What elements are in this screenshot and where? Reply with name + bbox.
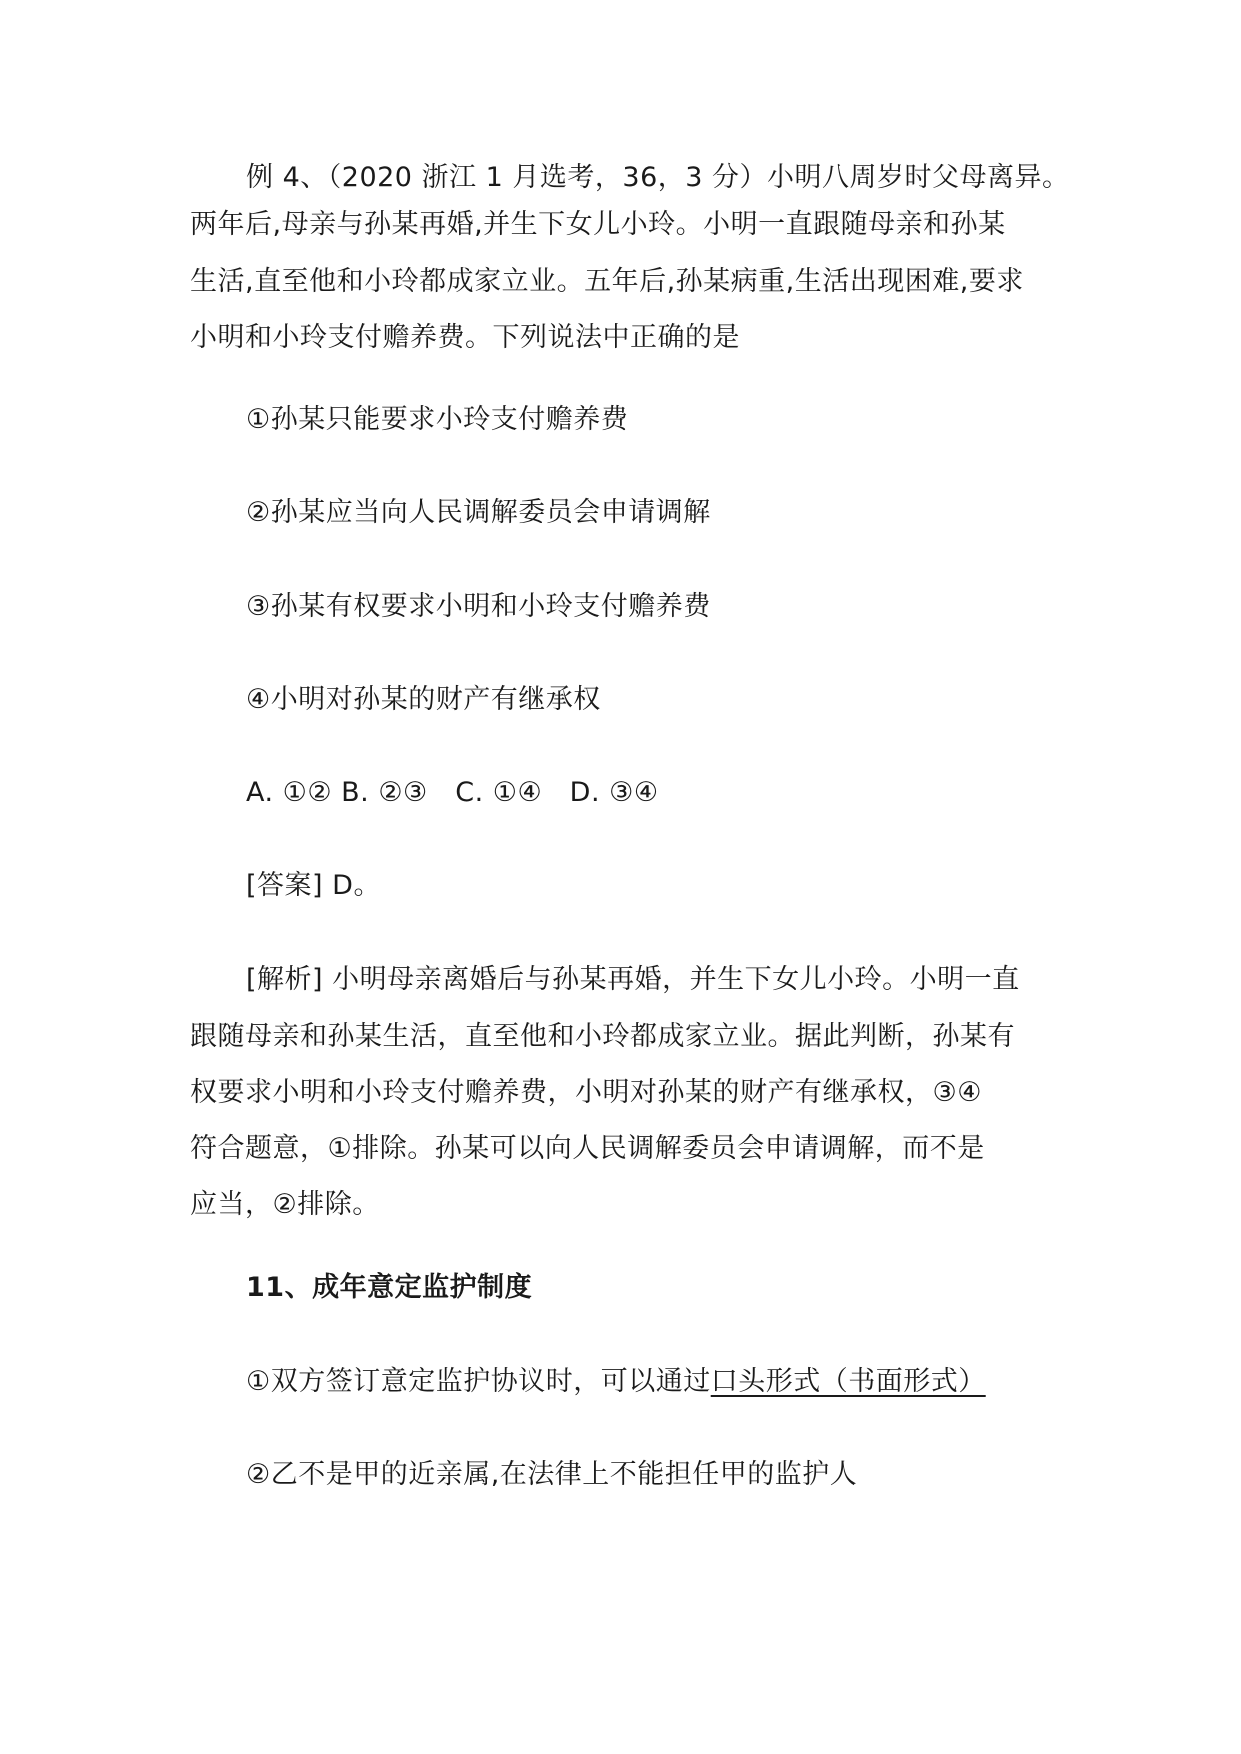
section-heading: 11、成年意定监护制度 — [246, 1272, 533, 1303]
example-line-3: 生活,直至他和小玲都成家立业。五年后,孙某病重,生活出现困难,要求 — [190, 266, 1024, 297]
section-item-1-underlined: 口头形式（书面形式） — [710, 1366, 986, 1397]
section-item-1-text: ①双方签订意定监护协议时，可以通过 — [246, 1366, 711, 1397]
option-2: ②孙某应当向人民调解委员会申请调解 — [246, 497, 711, 528]
analysis-line-2: 跟随母亲和孙某生活，直至他和小玲都成家立业。据此判断，孙某有 — [190, 1021, 1015, 1052]
analysis-line-4: 符合题意，①排除。孙某可以向人民调解委员会申请调解，而不是 — [190, 1133, 985, 1164]
answer: [答案] D。 — [246, 870, 381, 901]
example-line-4: 小明和小玲支付赡养费。下列说法中正确的是 — [190, 322, 740, 353]
example-line-2: 两年后,母亲与孙某再婚,并生下女儿小玲。小明一直跟随母亲和孙某 — [190, 209, 1006, 240]
option-1: ①孙某只能要求小玲支付赡养费 — [246, 404, 629, 435]
answer-choices: A. ①② B. ②③ C. ①④ D. ③④ — [246, 777, 659, 808]
analysis-line-1: [解析] 小明母亲离婚后与孙某再婚，并生下女儿小玲。小明一直 — [246, 964, 1020, 995]
option-3: ③孙某有权要求小明和小玲支付赡养费 — [246, 591, 711, 622]
option-4: ④小明对孙某的财产有继承权 — [246, 684, 601, 715]
analysis-line-5: 应当，②排除。 — [190, 1189, 380, 1220]
section-item-2: ②乙不是甲的近亲属,在法律上不能担任甲的监护人 — [246, 1459, 858, 1490]
section-item-1 — [246, 1362, 986, 1402]
analysis-line-3: 权要求小明和小玲支付赡养费，小明对孙某的财产有继承权，③④ — [190, 1077, 982, 1108]
example-line-1: 例 4、（2020 浙江 1 月选考，36，3 分）小明八周岁时父母离异。 — [246, 162, 1070, 193]
